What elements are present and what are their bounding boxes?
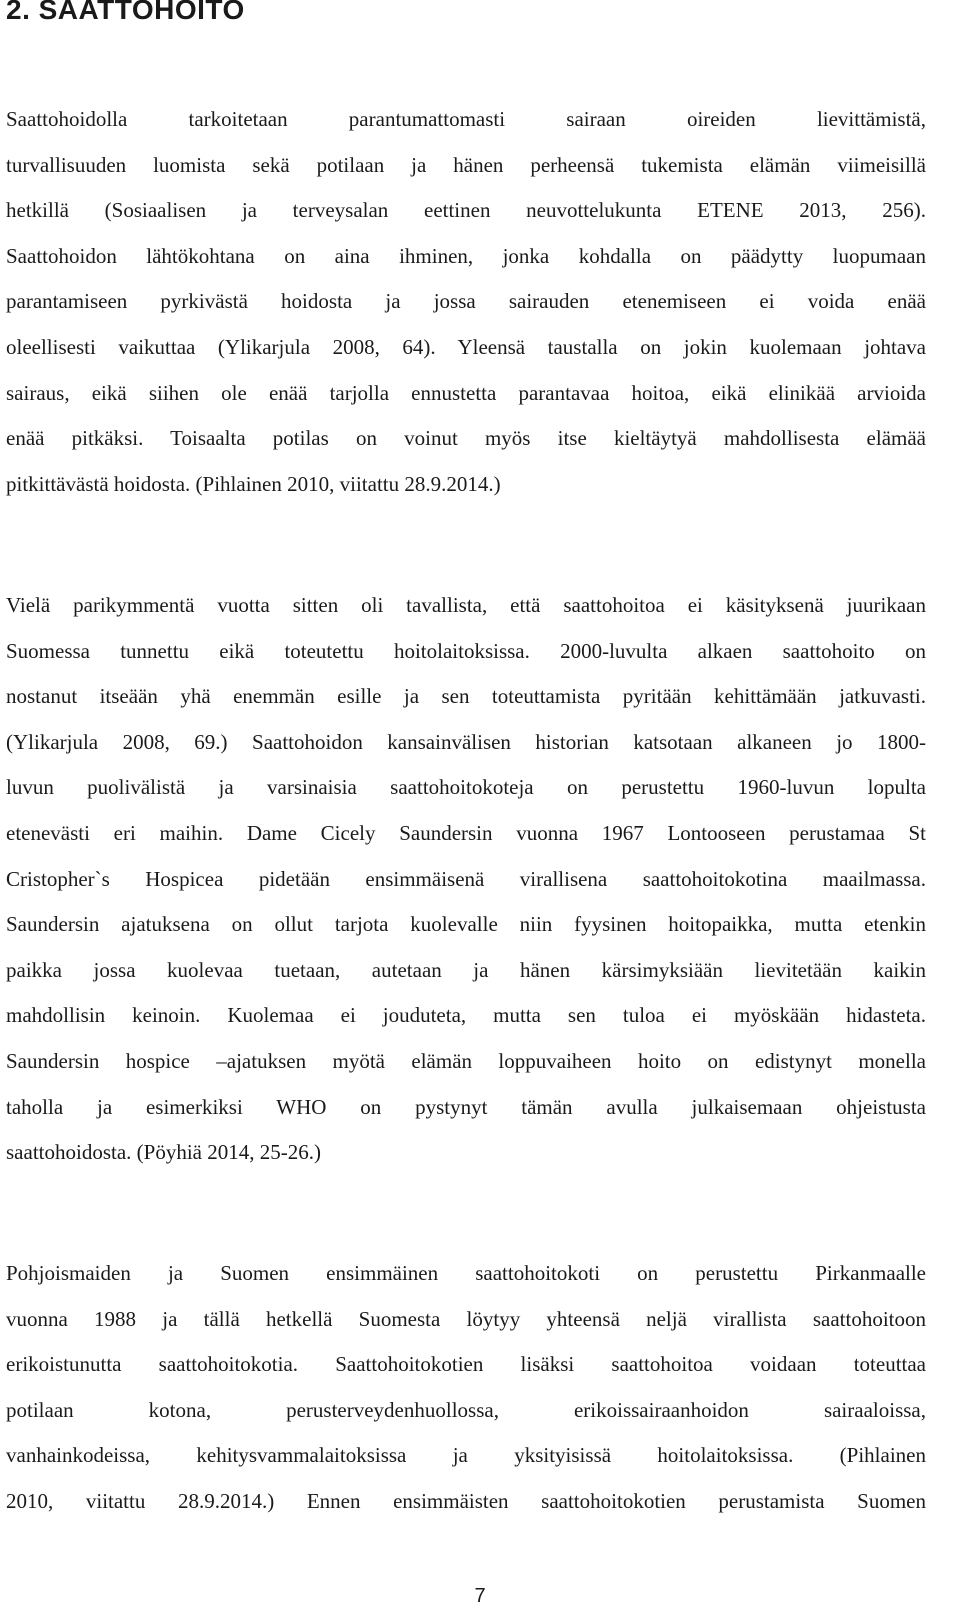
text-line: vuonna 1988 ja tällä hetkellä Suomesta löytyy yhteensä neljä virallista saattohoitoon (6, 1306, 926, 1331)
text-line: erikoistunutta saattohoitokotia. Saattohoitokotien lisäksi saattohoitoa voidaan toteuttaa (6, 1352, 926, 1377)
text-line: Cristopher`s Hospicea pidetään ensimmäisenä virallisena saattohoitokotina maailmassa. (6, 866, 926, 891)
text-line: 2010, viitattu 28.9.2014.) Ennen ensimmäisten saattohoitokotien perustamista Suomen (6, 1488, 926, 1513)
text-line: (Ylikarjula 2008, 69.) Saattohoidon kansainvälisen historian katsotaan alkaneen jo 1800- (6, 729, 926, 754)
text-line: oleellisesti vaikuttaa (Ylikarjula 2008, 64). Yleensä taustalla on jokin kuolemaan johtava (6, 334, 926, 359)
text-line: etenevästi eri maihin. Dame Cicely Saundersin vuonna 1967 Lontooseen perustamaa St (6, 820, 926, 845)
text-line: Pohjoismaiden ja Suomen ensimmäinen saattohoitokoti on perustettu Pirkanmaalle (6, 1261, 926, 1285)
page-number: 7 (474, 1585, 486, 1607)
text-line: parantamiseen pyrkivästä hoidosta ja jossa sairauden etenemiseen ei voida enää (6, 289, 926, 314)
text-line: vanhainkodeissa, kehitysvammalaitoksissa ja yksityisissä hoitolaitoksissa. (Pihlainen (6, 1443, 926, 1468)
text-line: nostanut itseään yhä enemmän esille ja sen toteuttamista pyritään kehittämään jatkuvasti. (6, 684, 926, 709)
text-line: Suomessa tunnettu eikä toteutettu hoitolaitoksissa. 2000-luvulta alkaen saattohoito on (6, 638, 926, 663)
text-line: luvun puolivälistä ja varsinaisia saattohoitokoteja on perustettu 1960-luvun lopulta (6, 775, 926, 800)
text-line: sairaus, eikä siihen ole enää tarjolla ennustetta parantavaa hoitoa, eikä elinikää arvioida (6, 380, 926, 405)
text-line: Vielä parikymmentä vuotta sitten oli tavallista, että saattohoitoa ei käsityksenä juurikaan (6, 593, 926, 617)
text-line: mahdollisin keinoin. Kuolemaa ei jouduteta, mutta sen tuloa ei myöskään hidasteta. (6, 1003, 926, 1028)
paragraph-1 (6, 97, 926, 507)
text-line: Saundersin ajatuksena on ollut tarjota kuolevalle niin fyysinen hoitopaikka, mutta etenkin (6, 912, 926, 937)
text-line: paikka jossa kuolevaa tuetaan, autetaan ja hänen kärsimyksiään lievitetään kaikin (6, 957, 926, 982)
text-line: Saundersin hospice –ajatuksen myötä elämän loppuvaiheen hoito on edistynyt monella (6, 1048, 926, 1073)
paragraph-2 (6, 583, 926, 1176)
text-line: turvallisuuden luomista sekä potilaan ja hänen perheensä tukemista elämän viimeisillä (6, 152, 926, 177)
section-heading: 2. SAATTOHOITO (6, 0, 245, 25)
text-line: taholla ja esimerkiksi WHO on pystynyt tämän avulla julkaisemaan ohjeistusta (6, 1094, 926, 1119)
paragraph-3 (6, 1251, 926, 1525)
text-line: saattohoidosta. (Pöyhiä 2014, 25-26.) (6, 1140, 321, 1165)
text-line: hetkillä (Sosiaalisen ja terveysalan eettinen neuvottelukunta ETENE 2013, 256). (6, 198, 926, 223)
text-line: Saattohoidon lähtökohtana on aina ihminen, jonka kohdalla on päädytty luopumaan (6, 243, 926, 268)
text-line: pitkittävästä hoidosta. (Pihlainen 2010, viitattu 28.9.2014.) (6, 471, 501, 496)
text-line: enää pitkäksi. Toisaalta potilas on voinut myös itse kieltäytyä mahdollisesta elämää (6, 426, 926, 451)
text-line: Saattohoidolla tarkoitetaan parantumattomasti sairaan oireiden lievittämistä, (6, 107, 926, 131)
text-line: potilaan kotona, perusterveydenhuollossa, erikoissairaanhoidon sairaaloissa, (6, 1397, 926, 1422)
